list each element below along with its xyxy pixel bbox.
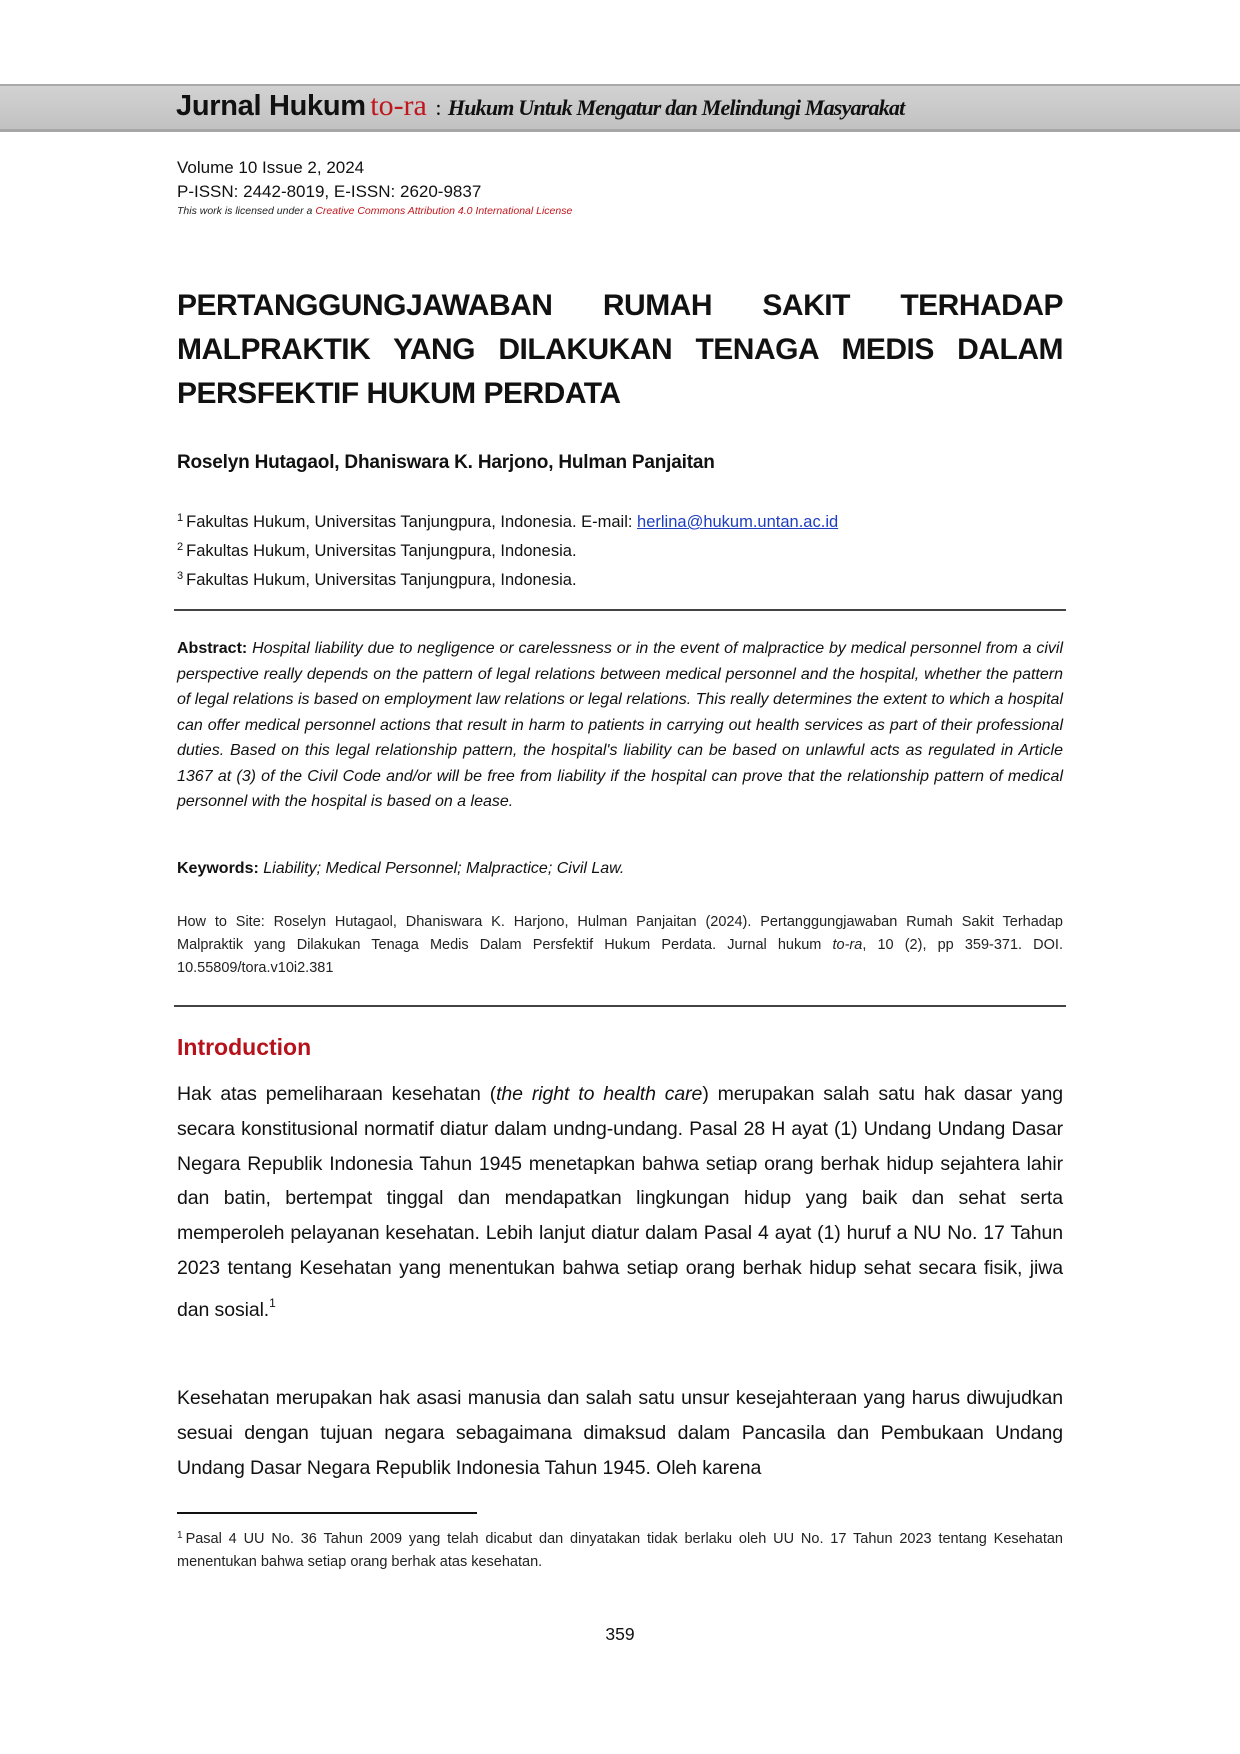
- journal-header-bar: [0, 84, 1240, 132]
- affiliations: [177, 506, 838, 593]
- citation-suffix: , 10 (2), pp 359-371. DOI. 10.55809/tora.v10i2.381: [177, 937, 1063, 976]
- affiliation-item: [177, 535, 838, 564]
- journal-name: Jurnal Hukum: [176, 90, 366, 122]
- journal-header-text: [176, 89, 904, 123]
- affiliation-number: 3: [177, 570, 184, 582]
- footnote-ref[interactable]: 1: [269, 1295, 276, 1310]
- paragraph-1-italic: the right to health care: [496, 1083, 703, 1105]
- citation-journal: to-ra: [832, 937, 863, 953]
- affiliation-item: [177, 506, 838, 535]
- footnote-item: [177, 1524, 1063, 1574]
- affiliation-number: 2: [177, 541, 184, 553]
- paragraph-1-text-b: ) merupakan salah satu hak dasar yang secara konstitusional normatif diatur dalam undng-undang. Pasal 28 H ayat (1) Undang Undang Dasar Negara Republik Indonesia Tahun 1945 menetapkan bahwa setiap orang berhak hidup sejahtera lahir dan batin, bertempat tinggal dan mendapatkan lingkungan hidup yang baik dan sehat serta memperoleh pelayanan kesehatan. Lebih lanjut diatur dalam Pasal 4 ayat (1) huruf a NU No. 17 Tahun 2023 tentang Kesehatan yang menentukan bahwa setiap orang berhak hidup sehat secara fisik, jiwa dan sosial.: [177, 1083, 1063, 1321]
- volume-issue: Volume 10 Issue 2, 2024: [177, 158, 365, 177]
- article-title: PERTANGGUNGJAWABAN RUMAH SAKIT TERHADAP MALPRAKTIK YANG DILAKUKAN TENAGA MEDIS DALAM PERSFEKTIF HUKUM PERDATA: [177, 289, 1063, 410]
- affiliation-text: Fakultas Hukum, Universitas Tanjungpura, Indonesia.: [186, 542, 577, 560]
- journal-separator: :: [435, 95, 442, 120]
- divider-bottom: [174, 1005, 1066, 1007]
- keywords-label: Keywords:: [177, 860, 259, 877]
- how-to-cite: [177, 911, 1063, 980]
- keywords: [177, 860, 624, 878]
- issn: P-ISSN: 2442-8019, E-ISSN: 2620-9837: [177, 182, 482, 201]
- license-link[interactable]: Creative Commons Attribution 4.0 International License: [315, 205, 573, 217]
- abstract-text: Hospital liability due to negligence or carelessness or in the event of malpractice by medical personnel from a civil perspective really depends on the pattern of legal relations between medical personnel and the hospital, whether the pattern of legal relations is based on employment law relations or legal relations. This really determines the extent to which a hospital can offer medical personnel actions that result in harm to patients in carrying out health services as part of their professional duties. Based on this legal relationship pattern, the hospital's liability can be based on unlawful acts as regulated in Article 1367 at (3) of the Civil Code and/or will be free from liability if the hospital can prove that the relationship pattern of medical personnel with the hospital is based on a lease.: [177, 640, 1064, 810]
- affiliation-text: Fakultas Hukum, Universitas Tanjungpura, Indonesia. E-mail:: [186, 513, 633, 531]
- footnote-number: 1: [177, 1530, 183, 1541]
- abstract-label: Abstract:: [177, 640, 248, 657]
- license-prefix: This work is licensed under a: [177, 205, 313, 217]
- article-authors: Roselyn Hutagaol, Dhaniswara K. Harjono, Hulman Panjaitan: [177, 452, 715, 473]
- journal-tagline: Hukum Untuk Mengatur dan Melindungi Masyarakat: [447, 95, 905, 120]
- article-meta: [177, 156, 572, 218]
- footnote-text: Pasal 4 UU No. 36 Tahun 2009 yang telah dicabut dan dinyatakan tidak berlaku oleh UU No. 17 Tahun 2023 tentang Kesehatan menentukan bahwa setiap orang berhak atas kesehatan.: [177, 1531, 1063, 1570]
- paragraph-2: Kesehatan merupakan hak asasi manusia dan salah satu unsur kesejahteraan yang harus diwujudkan sesuai dengan tujuan negara sebagaimana dimaksud dalam Pancasila dan Pembukaan Undang Undang Dasar Negara Republik Indonesia Tahun 1945. Oleh karena: [177, 1387, 1063, 1479]
- affiliation-text: Fakultas Hukum, Universitas Tanjungpura, Indonesia.: [186, 571, 577, 589]
- citation-text: How to Site: Roselyn Hutagaol, Dhaniswara K. Harjono, Hulman Panjaitan (2024). Pertanggungjawaban Rumah Sakit Terhadap Malpraktik yang Dilakukan Tenaga Medis Dalam Persfektif Hukum Perdata. Jurnal hukum: [177, 914, 1063, 953]
- license-notice: [177, 204, 572, 218]
- affiliation-item: [177, 564, 838, 593]
- keywords-text: Liability; Medical Personnel; Malpractice; Civil Law.: [263, 860, 625, 877]
- divider-top: [174, 609, 1066, 611]
- footnote-separator: [177, 1512, 477, 1514]
- paragraph-1-text-a: Hak atas pemeliharaan kesehatan (: [177, 1083, 497, 1105]
- section-heading-introduction: Introduction: [177, 1034, 312, 1060]
- paragraph-1: [177, 1077, 1063, 1328]
- email-link[interactable]: herlina@hukum.untan.ac.id: [637, 513, 839, 531]
- journal-brand: to-ra: [370, 89, 427, 122]
- page-number: 359: [605, 1624, 635, 1644]
- abstract: [177, 636, 1063, 815]
- affiliation-number: 1: [177, 512, 184, 524]
